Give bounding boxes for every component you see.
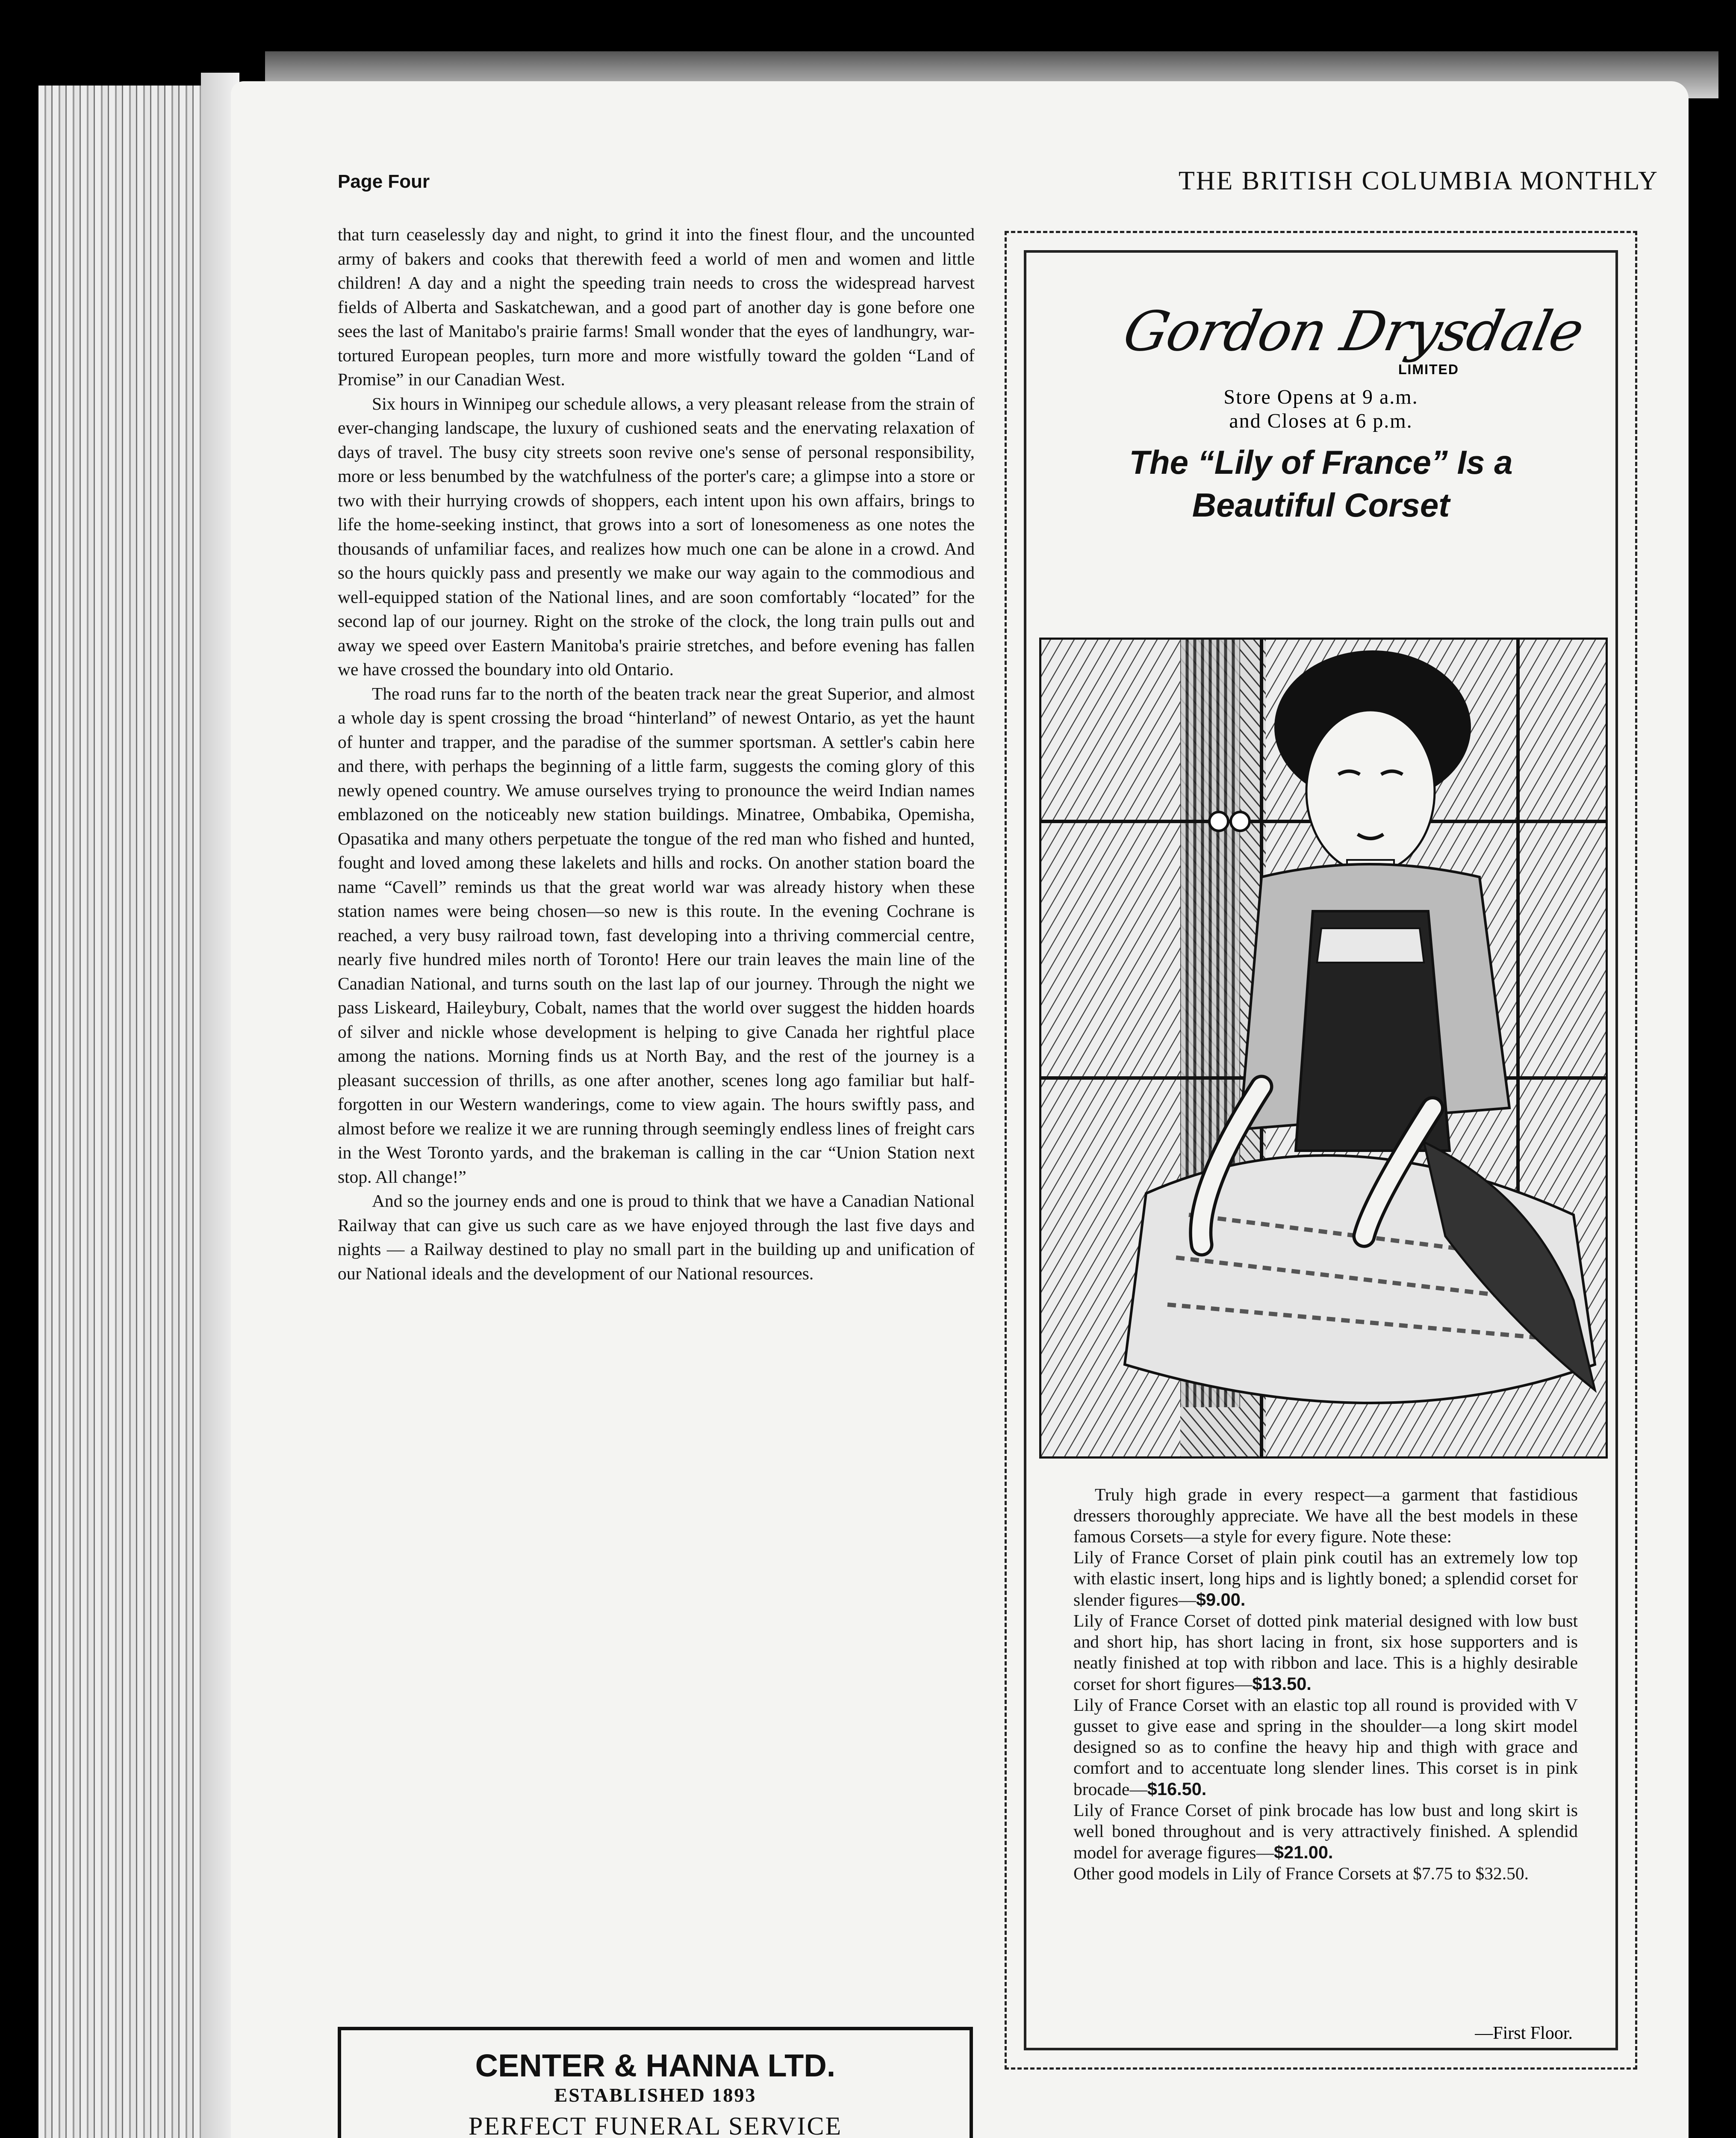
article-paragraph: And so the journey ends and one is proud to think that we have a Canadian National Railway that can give us such care as we have enjoyed through the last five days and nights — a Railway destined to play no small part in the building up and unification of our National ideals and the development of our National resources. (338, 1191, 975, 1283)
ad-service: PERFECT FUNERAL SERVICE (468, 2112, 843, 2138)
face (1306, 710, 1435, 873)
corset-item (1073, 1800, 1578, 1863)
store-logo: Gordon Drysdale (1118, 300, 1589, 363)
corset-item-price: $13.50. (1252, 1674, 1312, 1694)
ad-intro: Truly high grade in every respect—a garment that fastidious dressers thoroughly appreciate. We have all the best models in these famous Corsets—a style for every figure. Note these: (1073, 1485, 1578, 1546)
magazine-page (231, 81, 1689, 2138)
store-hours-close: and Closes at 6 p.m. (1229, 410, 1413, 432)
corset-item-price: $21.00. (1273, 1842, 1333, 1862)
corset-item-price: $16.50. (1147, 1779, 1207, 1799)
ad-headline-line1: The “Lily of France” Is a (1129, 443, 1513, 481)
ad-company-name: CENTER & HANNA LTD. (475, 2048, 836, 2083)
publication-title: THE BRITISH COLUMBIA MONTHLY (1178, 166, 1659, 195)
ad-headline (1026, 441, 1615, 526)
ad-headline-line2: Beautiful Corset (1192, 486, 1450, 524)
corset-item-description: Lily of France Corset of dotted pink material designed with low bust and short hip, has short lacing in front, six hose supporters and is neatly finished at top with ribbon and lace. This is a highly desirable corset for short figures— (1073, 1611, 1578, 1694)
store-logo-limited: LIMITED (1398, 362, 1459, 377)
article-paragraph: that turn ceaselessly day and night, to grind it into the finest flour, and the uncounted army of bakers and cooks that therewith feed a world of men and women and little children! A day and a night the speeding train needs to cross the widespread harvest fields of Alberta and Saskatchewan, and a good part of another day is gone before one sees the last of Manitabo's prairie farms! Small wonder that the eyes of landhungry, war-tortured European peoples, turn more and more wistfully toward the golden “Land of Promise” in our Canadian West. (338, 224, 975, 389)
article-paragraph: Six hours in Winnipeg our schedule allows, a very pleasant release from the strain of ever-changing landscape, the luxury of cushioned seats and the enervating relaxation of days of travel. The busy city streets soon revive one's sense of personal responsibility, more or less benumbed by the watchfulness of the porter's care; a glimpse into a store or two with their hurrying crowds of shoppers, each intent upon his own affairs, brings to life the home-seeking instinct, that grows into a sort of lonesomeness as one notes the thousands of unfamiliar faces, and realizes how much one can be alone in a crowd. And so the hours quickly pass and presently we make our way again to the commodious and well-equipped station of the National lines, and are soon comfortably “located” for the second lap of our journey. Right on the stroke of the clock, the long train pulls out and away we speed over Eastern Manitoba's prairie stretches, and before evening has fallen we have crossed the boundary into old Ontario. (338, 393, 975, 679)
corset-item-description: Lily of France Corset of plain pink coutil has an extremely low top with elastic insert, long hips and is lightly boned; a splendid corset for slender figures— (1073, 1547, 1578, 1609)
store-hours-open: Store Opens at 9 a.m. (1223, 386, 1418, 408)
article-paragraph: The road runs far to the north of the beaten track near the great Superior, and almost a whole day is spent crossing the broad “hinterland” of newest Ontario, as yet the haunt of hunter and trapper, and the paradise of the summer sportsman. A settler's cabin here and there, with perhaps the beginning of a little farm, suggests the coming glory of this newly opened country. We amuse ourselves trying to pronounce the weird Indian names emblazoned on the noticeably new station buildings. Minatree, Ombabika, Opemisha, Opasatika and many others perpetuate the tongue of the red man who fished and hunted, fought and loved among these lakelets and hills and rocks. On another station board the name “Cavell” reminds us that the great world war was already history when these station names were being chosen—so new is this route. In the evening Cochrane is reached, a very busy railroad town, fast developing into a thriving commercial centre, nearly five hundred miles north of Toronto! Here our train leaves the main line of the Canadian National, and turns south on the last lap of our journey. Through the night we pass Liskeard, Haileybury, Cobalt, names that the world over suggest the hidden hoards of silver and nickle whose development is helping to give Canada her rightful place among the nations. Morning finds us at North Bay, and the rest of the journey is a pleasant succession of thrills, as one after another, scenes long ago familiar but half-forgotten in our Western wanderings, come to view again. The hours swiftly pass, and almost before we realize it we are running through seemingly endless lines of freight cars in the West Toronto yards, and the brakeman is calling in the car “Union Station next stop. All change!” (338, 683, 975, 1187)
corset-woman-illustration (1039, 638, 1608, 1459)
store-hours (1026, 385, 1615, 433)
ad-inner-border (1024, 250, 1618, 2050)
corset-item-description: Lily of France Corset with an elastic top all round is provided with V gusset to give ease and spring in the shoulder—a long skirt model designed so as to confine the heavy hip and thigh with grace and comfort and to accentuate long slender lines. This corset is in pink brocade— (1073, 1695, 1578, 1799)
corset-item (1073, 1547, 1578, 1610)
corset-item-description: Lily of France Corset of pink brocade has low bust and long skirt is well boned throughout and is very attractively finished. A splendid model for average figures— (1073, 1800, 1578, 1862)
gordon-drysdale-advertisement (1005, 231, 1637, 2070)
corset-item (1073, 1695, 1578, 1800)
other-models-note: Other good models in Lily of France Corsets at $7.75 to $32.50. (1073, 1863, 1529, 1883)
corset-item-price: $9.00. (1196, 1589, 1246, 1609)
department-floor: —First Floor. (1475, 2023, 1573, 2043)
center-hanna-advertisement (338, 2027, 973, 2138)
article-column (338, 222, 975, 1285)
corset-item (1073, 1610, 1578, 1695)
ad-established: ESTABLISHED 1893 (554, 2084, 757, 2106)
page-number-label: Page Four (338, 171, 430, 192)
ad-body-text (1073, 1484, 1578, 1884)
